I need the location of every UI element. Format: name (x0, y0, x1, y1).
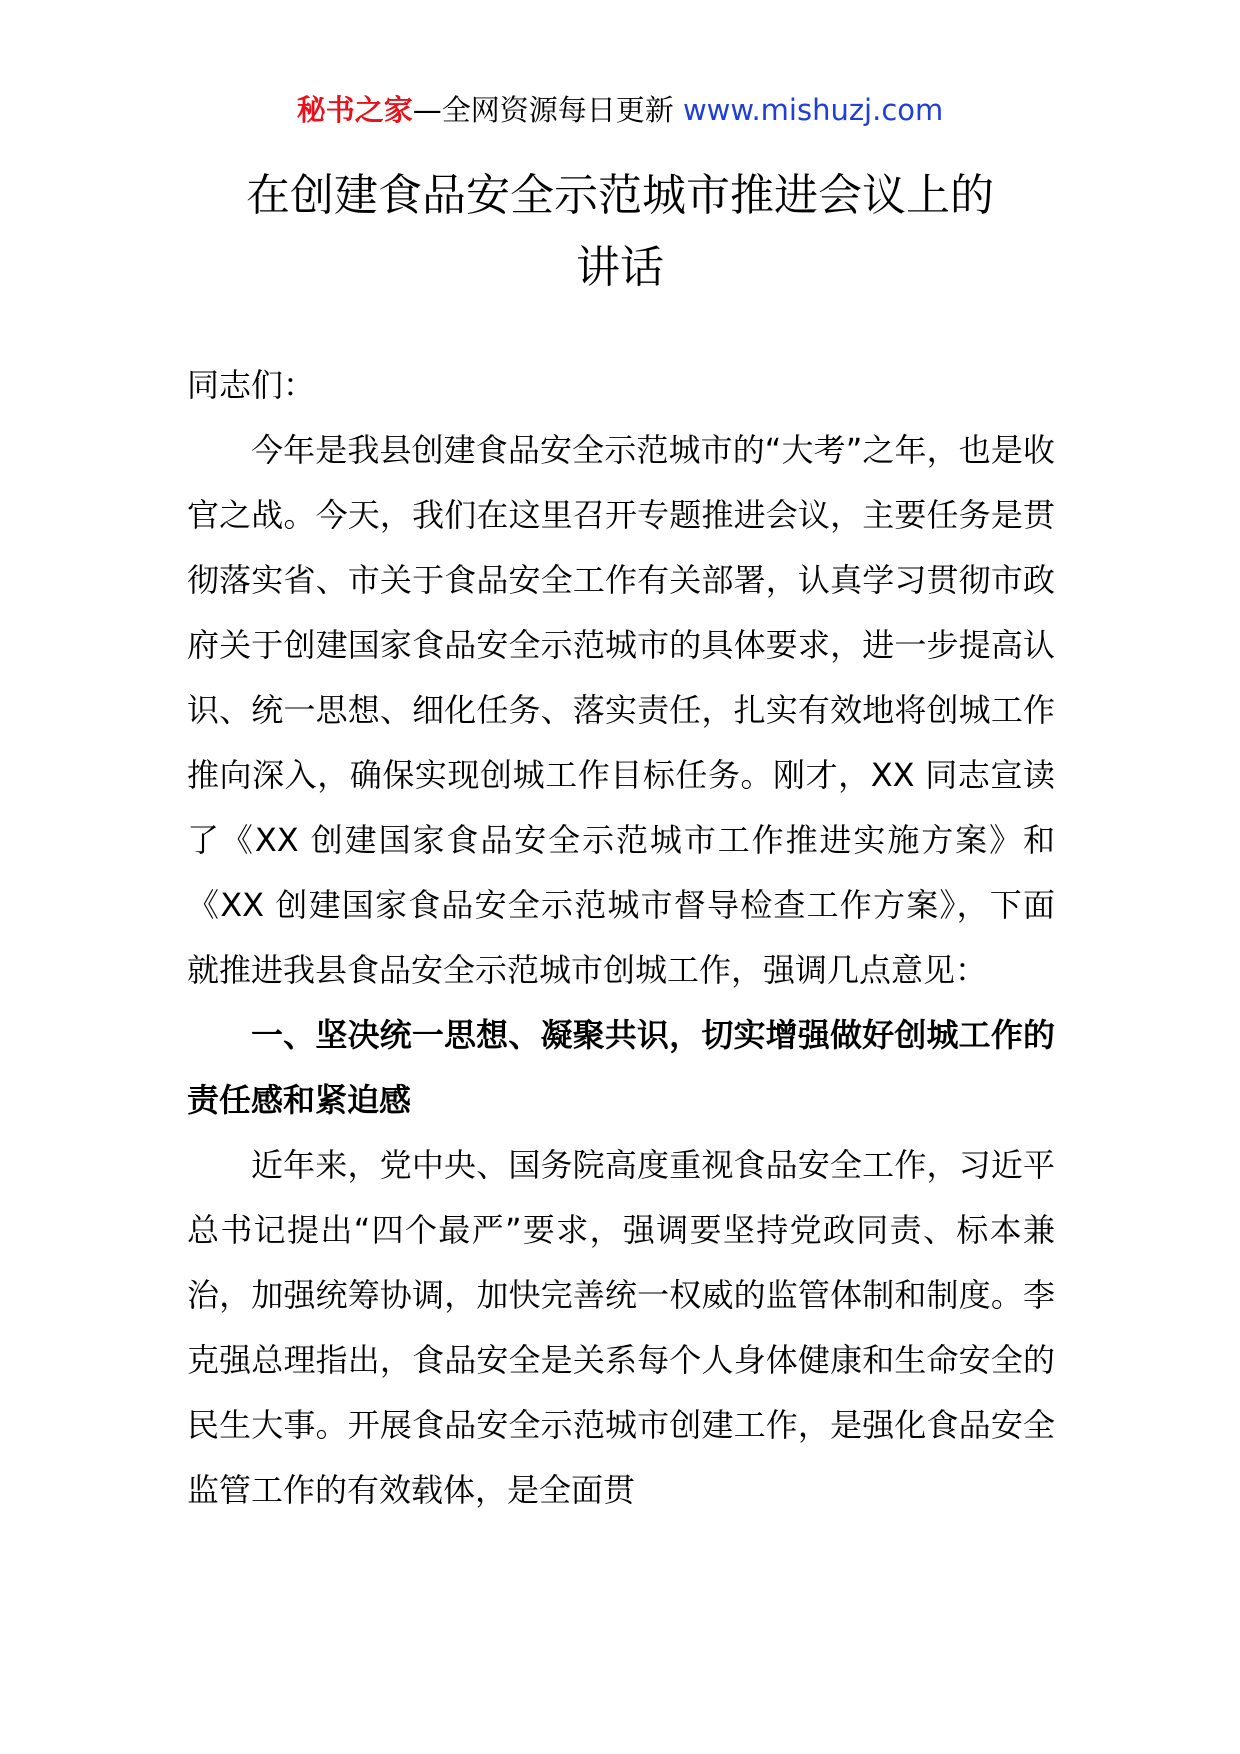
salutation: 同志们： (187, 366, 316, 404)
site-url[interactable]: www.mishuzj.com (682, 93, 944, 127)
document-title (0, 160, 1240, 304)
paragraph-section-1: 近年来，党中央、国务院高度重视食品安全工作，习近平总书记提出“四个最严”要求，强调要坚持党政同责、标本兼治，加强统筹协调，加快完善统一权威的监管体制和制度。李克强总理指出，食品安全是关系每个人身体健康和生命安全的民生大事。开展食品安全示范城市创建工作，是强化食品安全监管工作的有效载体，是全面贯 (187, 1146, 1055, 1509)
header-tagline: —全网资源每日更新 (412, 93, 683, 127)
title-line-2: 讲话 (576, 242, 664, 293)
brand-name: 秘书之家 (296, 93, 413, 127)
paragraph-intro: 今年是我县创建食品安全示范城市的“大考”之年，也是收官之战。今天，我们在这里召开专题推进会议，主要任务是贯彻落实省、市关于食品安全工作有关部署，认真学习贯彻市政府关于创建国家食品安全示范城市的具体要求，进一步提高认识、统一思想、细化任务、落实责任，扎实有效地将创城工作推向深入，确保实现创城工作目标任务。刚才，XX 同志宣读了《XX 创建国家食品安全示范城市工作推进实施方案》和《XX 创建国家食品安全示范城市督导检查工作方案》，下面就推进我县食品安全示范城市创城工作，强调几点意见： (187, 431, 1055, 989)
site-header (0, 92, 1240, 128)
document-body (187, 353, 1055, 1523)
title-line-1: 在创建食品安全示范城市推进会议上的 (246, 170, 994, 221)
section-heading-1: 一、坚决统一思想、凝聚共识，切实增强做好创城工作的责任感和紧迫感 (187, 1016, 1055, 1119)
